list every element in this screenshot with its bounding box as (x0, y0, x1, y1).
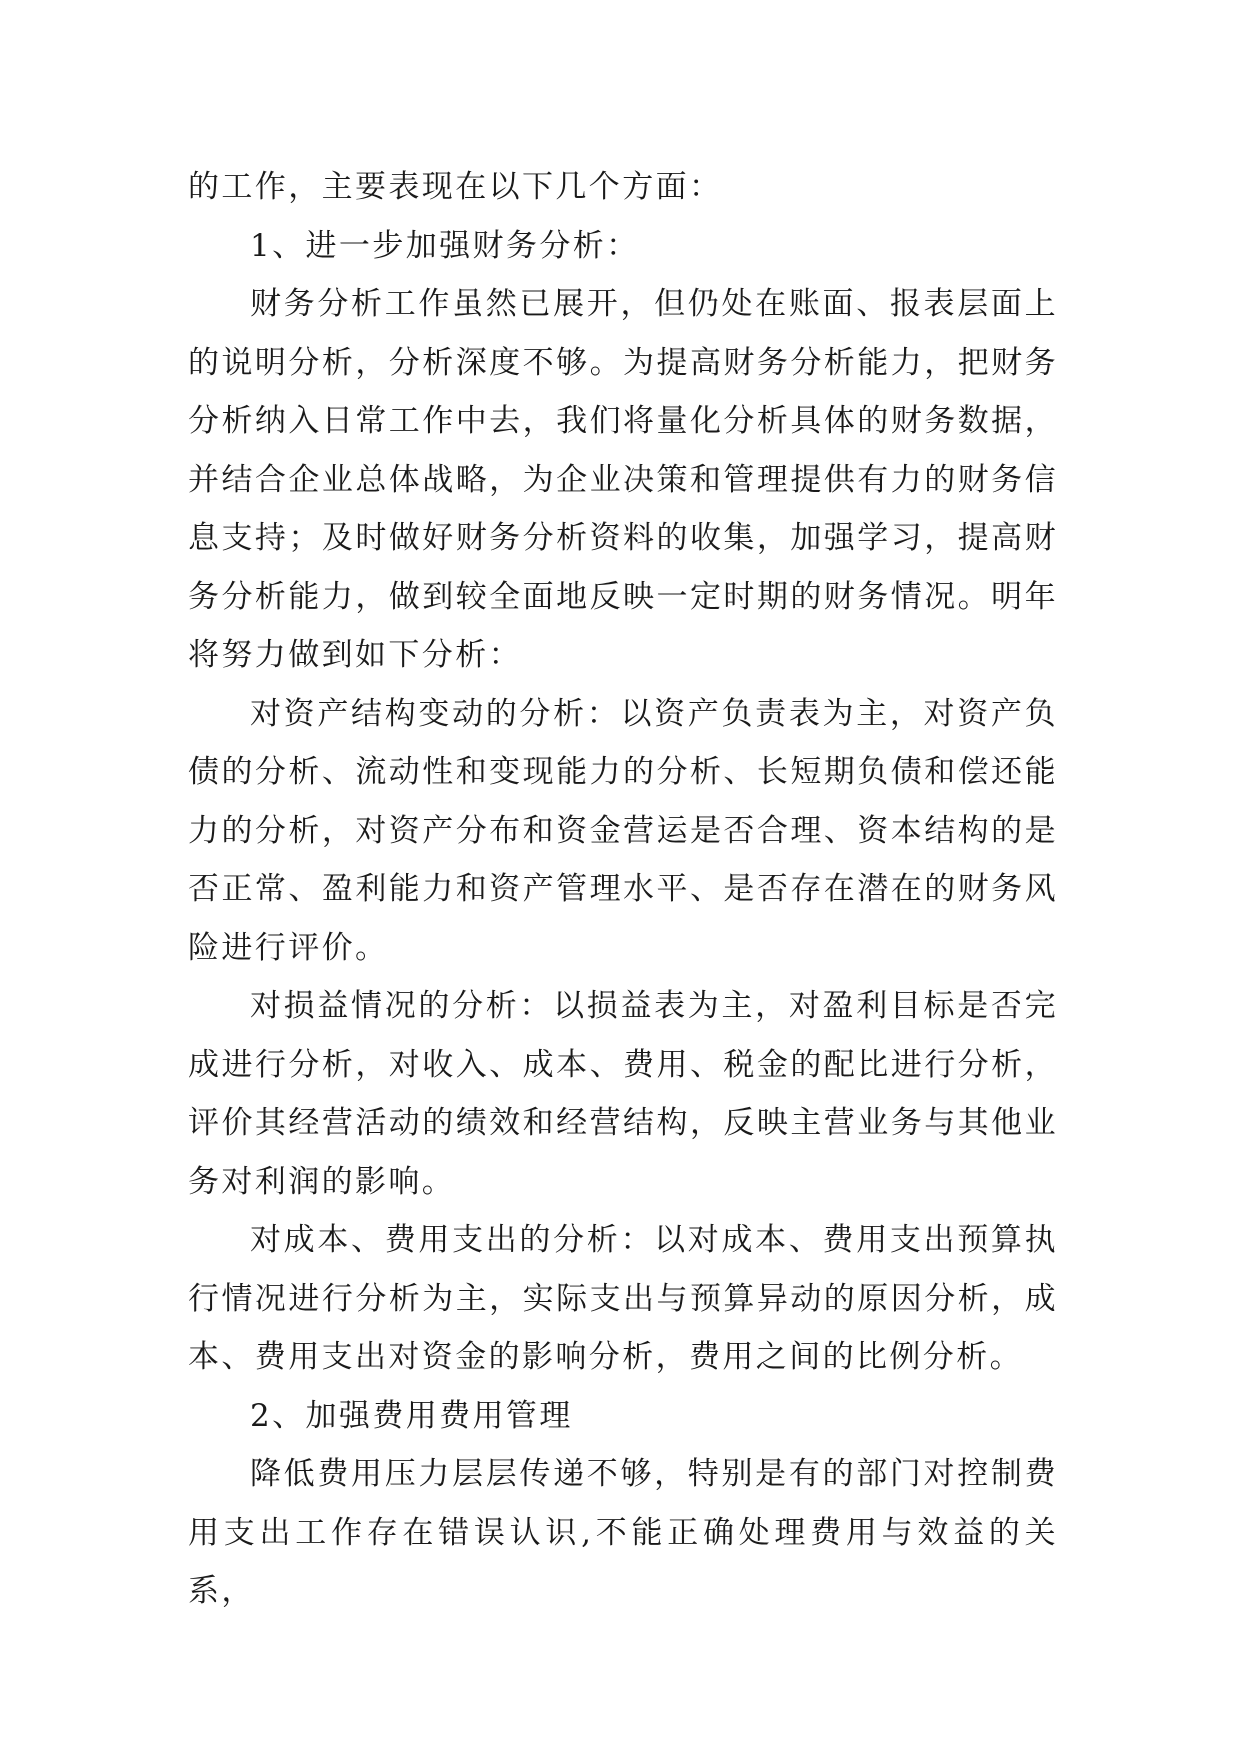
section-heading-financial-analysis: 1、进一步加强财务分析： (250, 227, 640, 264)
paragraph-asset-structure-analysis: 对资产结构变动的分析：以资产负责表为主，对资产负债的分析、流动性和变现能力的分析、长短期负债和偿还能力的分析，对资产分布和资金营运是否合理、资本结构的是否正常、盈利能力和资产管理水平、是否存在潜在的财务风险进行评价。 (188, 695, 1058, 966)
paragraph-expense-management: 降低费用压力层层传递不够，特别是有的部门对控制费用支出工作存在错误认识,不能正确处理费用与效益的关系， (188, 1456, 1058, 1609)
document-body (188, 158, 1058, 1621)
paragraph-cost-expense-analysis: 对成本、费用支出的分析：以对成本、费用支出预算执行情况进行分析为主，实际支出与预算异动的原因分析，成本、费用支出对资金的影响分析，费用之间的比例分析。 (188, 1222, 1058, 1375)
paragraph-financial-analysis: 财务分析工作虽然已展开，但仍处在账面、报表层面上的说明分析，分析深度不够。为提高财务分析能力，把财务分析纳入日常工作中去，我们将量化分析具体的财务数据，并结合企业总体战略，为企业决策和管理提供有力的财务信息支持；及时做好财务分析资料的收集，加强学习，提高财务分析能力，做到较全面地反映一定时期的财务情况。明年将努力做到如下分析： (188, 286, 1058, 673)
paragraph-profit-loss-analysis: 对损益情况的分析：以损益表为主，对盈利目标是否完成进行分析，对收入、成本、费用、税金的配比进行分析，评价其经营活动的绩效和经营结构，反映主营业务与其他业务对利润的影响。 (188, 988, 1058, 1200)
section-heading-expense-management: 2、加强费用费用管理 (250, 1397, 573, 1434)
paragraph-continuation: 的工作，主要表现在以下几个方面： (188, 169, 723, 205)
